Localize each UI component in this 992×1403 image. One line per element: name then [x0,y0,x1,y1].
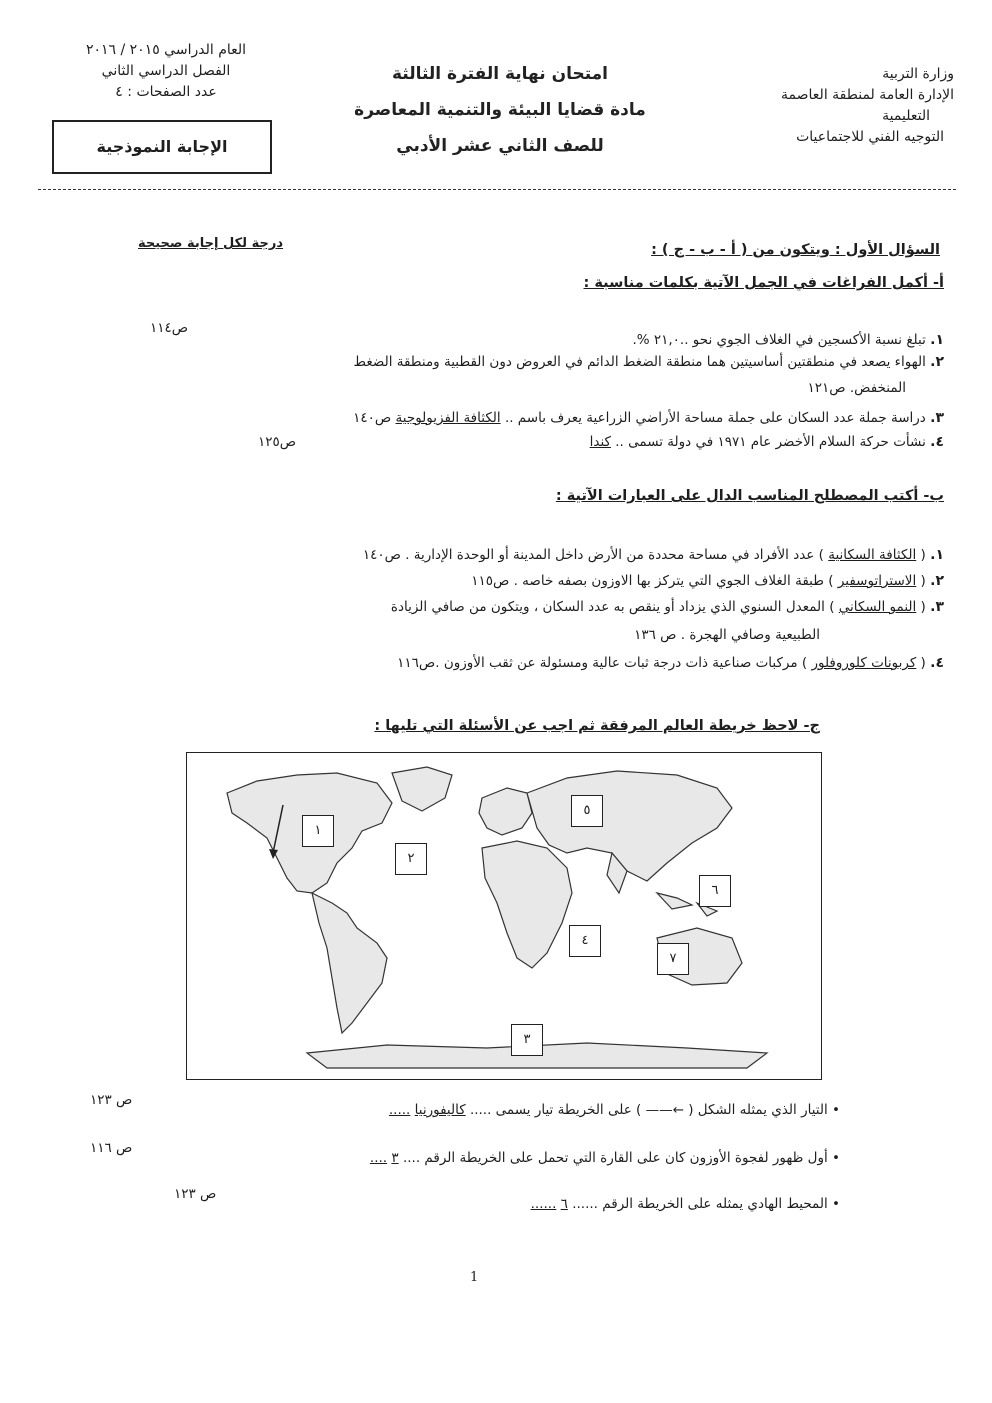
map-label-6: ٦ [699,875,731,907]
exam-titles [320,56,680,164]
map-label-1: ١ [302,815,334,847]
page-ref: ص ١٢٣ [90,1092,133,1108]
ministry-line: وزارة التربية [882,66,954,82]
item-text: مركبات صناعية ذات درجة ثبات عالية ومسئولة عن ثقب الأوزون .ص١١٦ [397,655,798,671]
part-b-title: ب- أكتب المصطلح المناسب الدال على العبارات الآتية : [555,488,944,504]
bullet-icon: • [832,1102,840,1118]
item-answer: ٦ [560,1196,568,1212]
item-text: أول ظهور لفجوة الأوزون كان على القارة التي تحمل على الخريطة الرقم .... [402,1150,828,1166]
item-answer: الكثافة الفزيولوجية [395,410,501,426]
item-answer: كندا [589,434,611,450]
page-ref: ص١٢٥ [258,434,297,450]
bullet-icon: • [832,1150,840,1166]
item-text: عدد الأفراد في مساحة محددة من الأرض داخل المدينة أو الوحدة الإدارية . ص١٤٠ [362,547,815,563]
item-text: دراسة جملة عدد السكان على جملة مساحة الأراضي الزراعية يعرف باسم .. [504,410,926,426]
grading-note: درجة لكل إجابة صحيحة [138,236,283,251]
item-text: طبقة الغلاف الجوي التي يتركز بها الاوزون بصفه خاصه . ص١١٥ [471,573,824,589]
part-b-item-2: ٢. ( الاستراتوسفير ) طبقة الغلاف الجوي التي يتركز بها الاوزون بصفه خاصه . ص١١٥ [471,573,944,589]
item-text: المحيط الهادي يمثله على الخريطة الرقم ...... [572,1196,828,1212]
map-label-4: ٤ [569,925,601,957]
part-c-item-2 [370,1148,840,1168]
ministry-line: الإدارة العامة لمنطقة العاصمة [781,87,954,103]
map-label-7: ٧ [657,943,689,975]
year-line: عدد الصفحات : ٤ [115,84,217,100]
item-text: نشأت حركة السلام الأخضر عام ١٩٧١ في دولة تسمى .. [615,434,926,450]
item-fill: ..... [388,1102,411,1118]
part-c-item-1 [389,1100,840,1120]
item-number: ٣. [930,410,944,426]
year-line: العام الدراسي ٢٠١٥ / ٢٠١٦ [85,42,247,58]
item-number: ٤. [930,655,944,671]
ministry-line: التوجيه الفني للاجتماعيات [796,129,944,145]
item-text: التيار الذي يمثله الشكل ( ←—— ) على الخريطة تيار يسمى ..... [469,1102,828,1118]
item-answer: كربونات كلوروفلور [811,655,917,671]
item-answer: كاليفورنيا [414,1102,466,1118]
part-b-item-1: ١. ( الكثافة السكانية ) عدد الأفراد في مساحة محددة من الأرض داخل المدينة أو الوحدة الإدارية . ص١٤٠ [362,547,944,563]
part-c-item-3 [531,1194,840,1214]
item-text: تبلغ نسبة الأكسجين في الغلاف الجوي نحو ..٢١,٠ %. [632,332,926,348]
part-a-item-4 [590,432,944,452]
page-ref: ص١٤٠ [353,410,392,426]
item-fill: .... [369,1150,388,1166]
item-answer: الاستراتوسفير [837,573,917,589]
part-b-item-3: ٣. ( النمو السكاني ) المعدل السنوي الذي يزداد أو ينقص به عدد السكان ، ويتكون من صافي الزيادة [390,599,944,615]
year-block [56,40,276,103]
subject-title: مادة قضايا البيئة والتنمية المعاصرة [354,100,646,120]
page-ref: ص١١٤ [150,320,189,336]
part-b-item-4: ٤. ( كربونات كلوروفلور ) مركبات صناعية ذات درجة ثبات عالية ومسئولة عن ثقب الأوزون .ص١١٦ [397,655,944,671]
year-line: الفصل الدراسي الثاني [101,63,231,79]
page-ref: ص ١١٦ [90,1140,133,1156]
world-map [186,752,822,1080]
grade-title: للصف الثاني عشر الأدبي [396,136,604,156]
item-fill: ...... [530,1196,557,1212]
map-label-3: ٣ [511,1024,543,1056]
part-b-item-3-continued: الطبيعية وصافي الهجرة . ص ١٣٦ [634,627,820,643]
page-ref: ص ١٢٣ [174,1186,217,1202]
part-a-item-1 [64,330,944,350]
header-divider [38,189,956,190]
item-number: ٢. [930,354,944,370]
item-number: ٢. [930,573,944,589]
item-number: ٤. [930,434,944,450]
ministry-line: التعليمية [882,108,930,124]
answer-key-box: الإجابة النموذجية [52,120,272,174]
item-text: الهواء يصعد في منطقتين أساسيتين هما منطقة الضغط الدائم في العروض دون القطبية ومنطقة الضغط [353,354,926,370]
part-a-item-2-continued: المنخفض. ص١٢١ [807,380,906,396]
map-label-5: ٥ [571,795,603,827]
item-answer: الكثافة السكانية [828,547,917,563]
item-number: ١. [930,332,944,348]
exam-title: امتحان نهاية الفترة الثالثة [391,64,609,84]
map-label-2: ٢ [395,843,427,875]
question-1-title: السؤال الأول : ويتكون من ( أ - ب - ج ) : [651,242,940,258]
item-text: المعدل السنوي الذي يزداد أو ينقص به عدد السكان ، ويتكون من صافي الزيادة [390,599,825,615]
item-answer: ٣ [391,1150,399,1166]
page-number: 1 [470,1270,479,1285]
item-answer: النمو السكاني [838,599,917,615]
part-a-item-2 [354,352,944,372]
item-number: ١. [930,547,944,563]
item-number: ٣. [930,599,944,615]
part-a-item-3 [353,408,944,428]
bullet-icon: • [832,1196,840,1212]
world-map-drawing [187,753,821,1079]
ministry-block [754,64,954,148]
part-a-title: أ- أكمل الفراغات في الجمل الآتية بكلمات مناسبة : [583,275,944,291]
part-c-title: ج- لاحظ خريطة العالم المرفقة ثم اجب عن الأسئلة التي تليها : [374,718,820,734]
